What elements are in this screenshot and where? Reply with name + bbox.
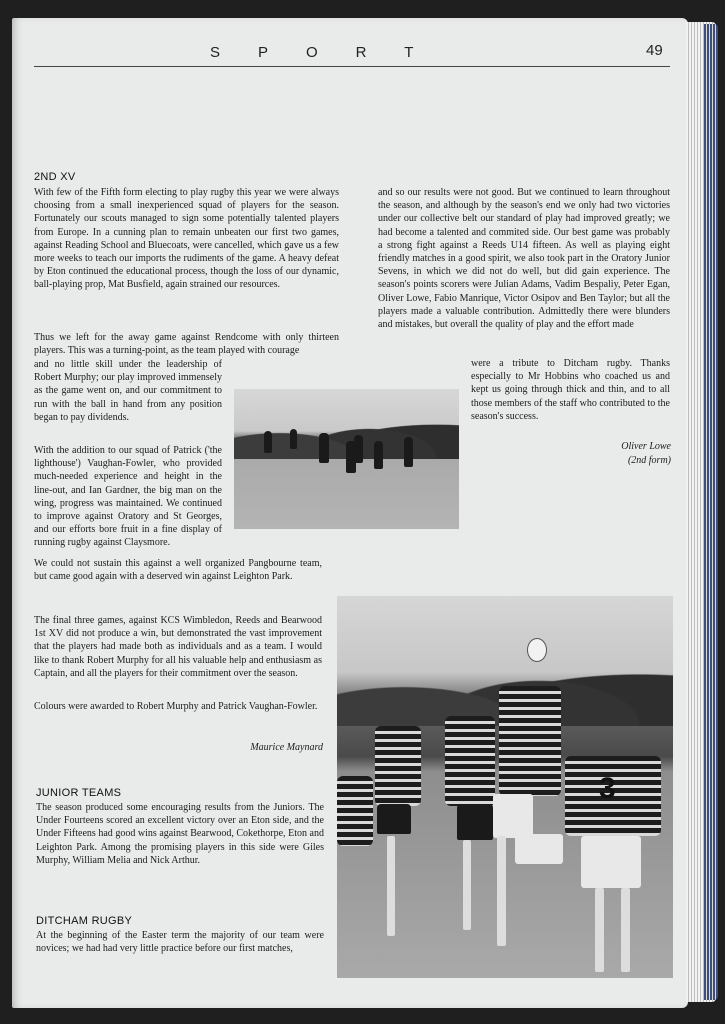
paragraph-2nd-xv-1: With few of the Fifth form electing to play rugby this year we were always choosing from a small inexperienced squad of players for the season. Fortunately our scouts managed to sign some potentially talented players from Europe. In a cunning plan to remain unbeaten our first two games, against Reading School and Bluecoats, were cancelled, which gave us a few more weeks to teach our imports the rudiments of the game. A heavy defeat by Eton continued the educational process, though the loss of our dynamic, ball-playing prop, Mat Busfield, again strained our resources. — [34, 187, 339, 291]
heading-2nd-xv: 2ND XV — [34, 171, 76, 183]
paragraph-2nd-xv-2a: Thus we left for the away game against Rendcome with only thirteen players. This was a turning-point, as the team played with courage — [34, 332, 339, 357]
player-figure — [374, 441, 383, 469]
paragraph-2nd-xv-4: The final three games, against KCS Wimbledon, Reeds and Bearwood 1st XV did not produce a win, but demonstrated the vast improvement that the players had made both as individuals and as a team. I would like to thank Robert Murphy for all his valuable help and enthusiasm as Captain, and all the players for their commitment over the season. — [34, 615, 322, 679]
player-shirt — [445, 716, 495, 806]
signature-maurice-maynard: Maurice Maynard — [250, 742, 323, 753]
photo-rugby-lineout — [337, 596, 673, 978]
paragraph-junior-teams: The season produced some encouraging results from the Juniors. The Under Fourteens scored an excellent victory over an Eton side, and the Under Fifteens had good wins against Bearwood, Cokethorpe, Eton and Leighton Park. Among the promising players in this side were Giles Murphy, William Melia and Nick Arthur. — [36, 802, 324, 866]
paragraph-right-2: were a tribute to Ditcham rugby. Thanks especially to Mr Hobbins who coached us and kept us going through thick and thin, and to all those members of the staff who contributed to the season's success. — [471, 358, 670, 422]
paragraph-2nd-xv-2b: and no little skill under the leadership of Robert Murphy; our play improved immensely as the game went on, and our commitment to run with the ball in hand from any position began to pay dividends. — [34, 359, 222, 423]
paragraph-ditcham-rugby: At the beginning of the Easter term the majority of our team were novices; we had had very little practice before our first matches, — [36, 930, 324, 955]
jersey-number: 3 — [599, 772, 616, 805]
player-shirt — [375, 726, 421, 806]
player-leg — [463, 840, 471, 930]
player-figure — [264, 431, 272, 453]
player-shorts-dark — [457, 804, 493, 840]
paragraph-2nd-xv-5: Colours were awarded to Robert Murphy and Patrick Vaughan-Fowler. — [34, 701, 318, 712]
paragraph-2nd-xv-3b: We could not sustain this against a well organized Pangbourne team, but came good again with a deserved win against Leighton Park. — [34, 558, 322, 583]
player-leg — [387, 836, 395, 936]
book-cover-edge — [704, 24, 718, 1000]
player-leg — [595, 888, 604, 972]
signature-form: (2nd form) — [627, 455, 671, 466]
rugby-ball — [527, 638, 547, 662]
paragraph-2nd-xv-3a: With the addition to our squad of Patrick ('the lighthouse') Vaughan-Fowler, who provided much-needed experience and height in the line-out, and Ian Gardner, the big man on the wing, progress was maintained. We continued to improve against Oratory and St Georges, and our efforts bore fruit in a fine display of running rugby against Claysmore. — [34, 445, 222, 549]
player-figure — [354, 435, 363, 463]
player-leg — [621, 888, 630, 972]
player-shirt — [499, 686, 561, 796]
photo-rugby-match — [234, 389, 459, 529]
player-figure — [404, 437, 413, 467]
player-shirt — [337, 776, 373, 846]
player-shorts — [515, 834, 563, 864]
player-shorts — [493, 794, 533, 838]
heading-junior-teams: JUNIOR TEAMS — [36, 787, 122, 799]
section-title: SPORT — [210, 44, 452, 61]
player-figure — [290, 429, 297, 449]
heading-ditcham-rugby: DITCHAM RUGBY — [36, 915, 133, 927]
player-shorts — [581, 836, 641, 888]
signature-oliver-lowe: Oliver Lowe — [621, 441, 671, 452]
player-figure — [319, 433, 329, 463]
paragraph-right-1: and so our results were not good. But we continued to learn throughout the season, and although by the season's end we only had two victories under our collective belt our standard of play had improved greatly; we had become a talented and commited side. Our best game was probably a strong fight against a Reeds U14 fifteen. As well as playing eight friendly matches in a good spirit, we also took part in the Oratory Junior Sevens, in which we did not do well, but did gain experience. The season's points scorers were Julian Adams, Vadim Bespaliy, Peter Egan, Oliver Lowe, Fabio Manrique, Victor Osipov and Ben Taylor; but all the players made a valuable contribution. Admittedly there were blunders and mistakes, but overall the quality of play and the effort made — [378, 187, 670, 331]
header-rule — [34, 66, 670, 67]
player-leg — [497, 836, 506, 946]
player-shorts-dark — [377, 804, 411, 834]
page-number: 49 — [646, 42, 663, 59]
